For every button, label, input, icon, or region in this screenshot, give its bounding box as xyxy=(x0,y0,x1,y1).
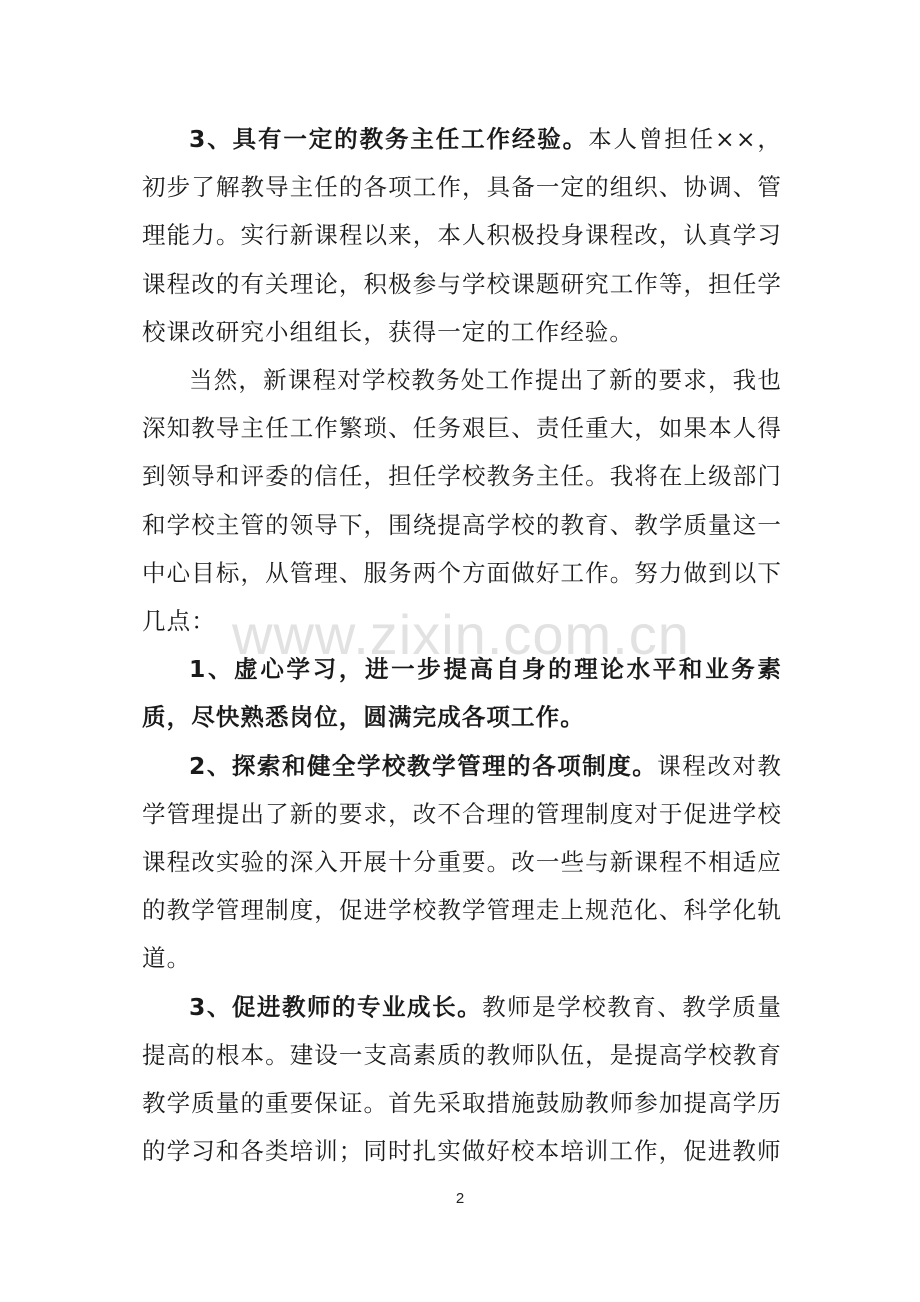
heading-teachers: 3、促进教师的专业成长。 xyxy=(189,992,483,1021)
text-management: 课程改对教学管理提出了新的要求，改不合理的管理制度对于促进学校课程改实验的深入开展十分重要。改一些与新课程不相适应的教学管理制度，促进学校教学管理走上规范化、科学化轨道。 xyxy=(142,751,782,973)
paragraph-management xyxy=(142,742,782,983)
heading-management: 2、探索和健全学校教学管理的各项制度。 xyxy=(189,751,658,780)
text-intro: 当然，新课程对学校教务处工作提出了新的要求，我也深知教导主任工作繁琐、任务艰巨、责任重大，如果本人得到领导和评委的信任，担任学校教务主任。我将在上级部门和学校主管的领导下，围绕提高学校的教育、教学质量这一中心目标，从管理、服务两个方面做好工作。努力做到以下几点： xyxy=(142,366,782,636)
paragraph-learning xyxy=(142,645,782,741)
heading-learning: 1、虚心学习，进一步提高自身的理论水平和业务素质，尽快熟悉岗位，圆满完成各项工作。 xyxy=(142,655,782,732)
paragraph-experience xyxy=(142,115,782,356)
page-number: 2 xyxy=(455,1190,465,1207)
paragraph-intro xyxy=(142,356,782,645)
body-text xyxy=(142,115,782,1175)
paragraph-teachers xyxy=(142,983,782,1176)
heading-experience: 3、具有一定的教务主任工作经验。 xyxy=(189,125,589,153)
text-teachers: 教师是学校教育、教学质量提高的根本。建设一支高素质的教师队伍，是提高学校教育教学质量的重要保证。首先采取措施鼓励教师参加提高学历的学习和各类培训；同时扎实做好校本培训工作，促进教师 xyxy=(142,992,782,1166)
text-experience: 本人曾担任××，初步了解教导主任的各项工作，具备一定的组织、协调、管理能力。实行新课程以来，本人积极投身课程改，认真学习课程改的有关理论，积极参与学校课题研究工作等，担任学校课改研究小组组长，获得一定的工作经验。 xyxy=(142,125,782,346)
watermark: www.zixin.com.cn xyxy=(232,603,690,666)
